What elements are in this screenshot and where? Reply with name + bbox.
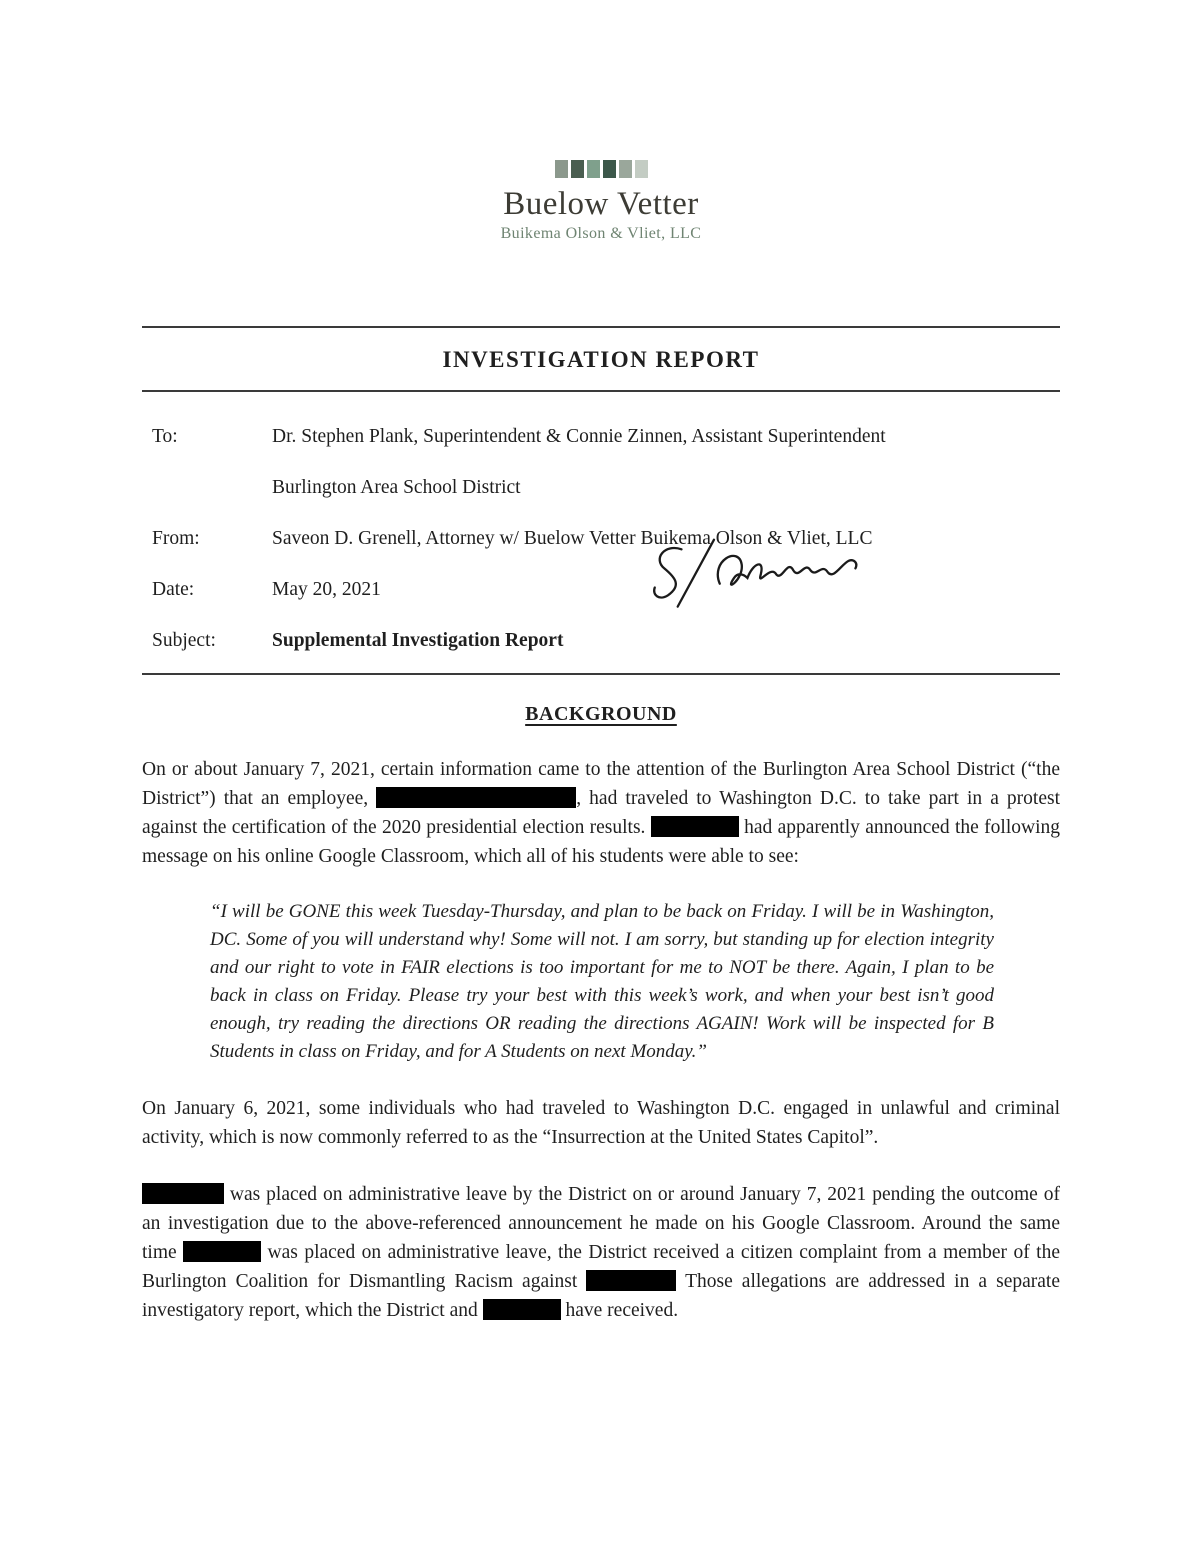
logo-square xyxy=(555,160,568,178)
redaction-box xyxy=(651,816,739,837)
logo-squares xyxy=(142,160,1060,178)
memo-label-blank xyxy=(142,476,272,500)
redaction-box xyxy=(376,787,576,808)
memo-label-date: Date: xyxy=(152,579,195,600)
logo-square xyxy=(603,160,616,178)
logo-square xyxy=(635,160,648,178)
quoted-classroom-announcement: “I will be GONE this week Tuesday-Thursday, and plan to be back on Friday. I will be in Washington, DC. Some of you will understand why! Some will not. I am sorry, but standing up for election integrity and our right to vote in FAIR elections is too important for me to NOT be there. Again, I plan to be back in class on Friday. Please try your best with this week’s work, and when your best isn’t good enough, try reading the directions OR reading the directions AGAIN! Work will be inspected for B Students in class on Friday, and for A Students on next Monday.” xyxy=(210,901,994,1062)
letterhead xyxy=(142,0,1060,244)
logo-square xyxy=(571,160,584,178)
paragraph-3: was placed on administrative leave by the District on or around January 7, 2021 pending the outcome of an investigation due to the above-referenced announcement he made on his Google Classroom. Around the same time was placed on administrative leave, the District received a citizen complaint from a member of the Burlington Coalition for Dismantling Racism against Those allegations are addressed in a separate investigatory report, which the District and have received. xyxy=(142,1184,1060,1321)
memo-row-to xyxy=(142,425,1060,449)
redaction-box xyxy=(142,1183,224,1204)
firm-name: Buelow Vetter xyxy=(503,186,699,222)
memo-row-from xyxy=(142,527,1060,551)
section-heading-background: BACKGROUND xyxy=(525,703,677,725)
memo-row-date xyxy=(142,578,1060,602)
divider-below-memo xyxy=(142,673,1060,675)
memo-row-to-continued xyxy=(142,476,1060,500)
document-content xyxy=(142,0,1060,1325)
memo-value-date: May 20, 2021 xyxy=(272,579,381,600)
memo-value-to: Dr. Stephen Plank, Superintendent & Connie Zinnen, Assistant Superintendent xyxy=(272,426,886,447)
paragraph-2: On January 6, 2021, some individuals who had traveled to Washington D.C. engaged in unlawful and criminal activity, which is now commonly referred to as the “Insurrection at the United States Capitol”. xyxy=(142,1098,1060,1148)
redaction-box xyxy=(183,1241,261,1262)
paragraph-1: On or about January 7, 2021, certain information came to the attention of the Burlington Area School District (“the District”) that an employee, , had traveled to Washington D.C. to take part in a protest against the certification of the 2020 presidential election results. had apparently announced the following message on his online Google Classroom, which all of his students were able to see: xyxy=(142,759,1060,867)
memo-value-to-line2: Burlington Area School District xyxy=(272,477,521,498)
firm-subtitle: Buikema Olson & Vliet, LLC xyxy=(500,225,702,242)
redaction-box xyxy=(586,1270,676,1291)
memo-label-to: To: xyxy=(152,426,178,447)
logo-square xyxy=(619,160,632,178)
redaction-box xyxy=(483,1299,561,1320)
divider-top xyxy=(142,326,1060,328)
memo-label-subject: Subject: xyxy=(152,630,216,651)
memo-label-from: From: xyxy=(152,528,200,549)
memo-value-from: Saveon D. Grenell, Attorney w/ Buelow Vetter Buikema Olson & Vliet, LLC xyxy=(272,528,873,549)
report-title: INVESTIGATION REPORT xyxy=(442,347,760,372)
logo-square xyxy=(587,160,600,178)
memo-header xyxy=(142,392,1060,673)
memo-value-subject: Supplemental Investigation Report xyxy=(272,630,564,651)
memo-row-subject xyxy=(142,629,1060,653)
